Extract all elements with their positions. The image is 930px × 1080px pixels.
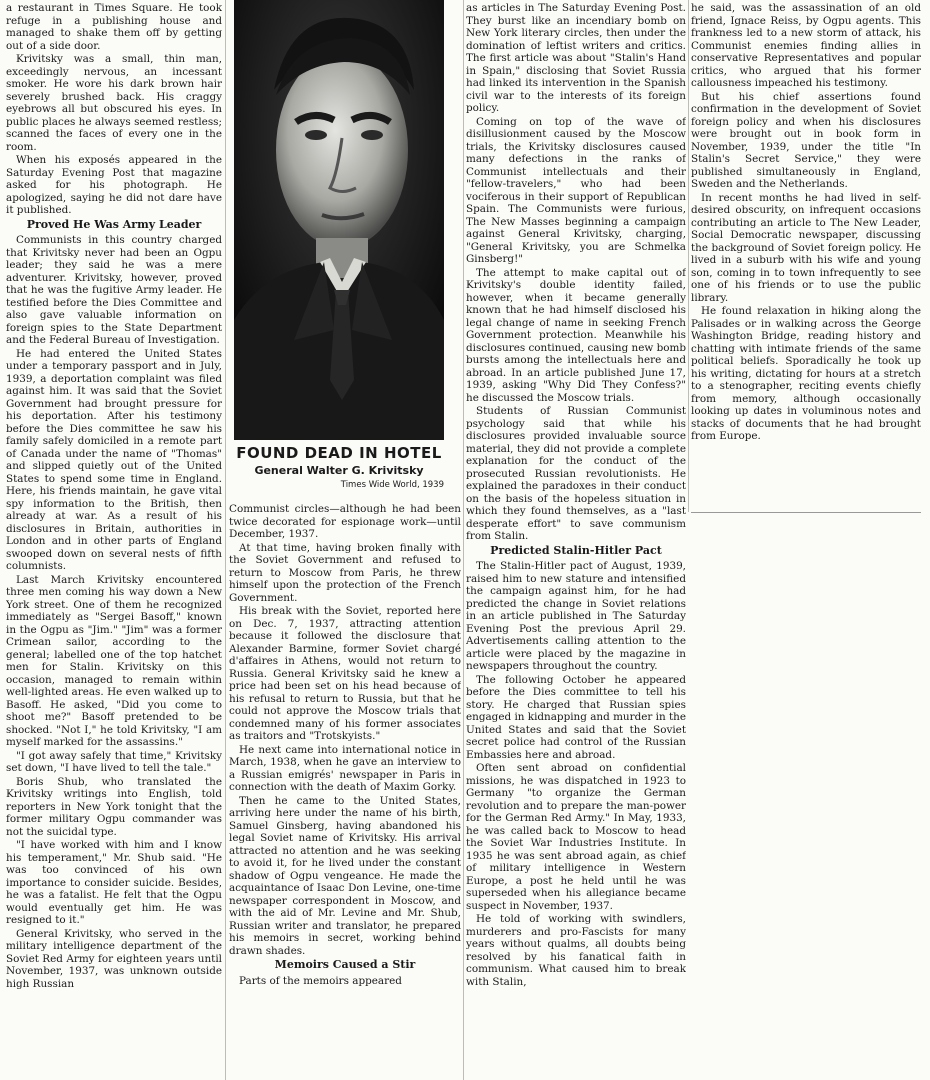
portrait-photo xyxy=(234,0,444,440)
paragraph: Students of Russian Communist psychology said that while his disclosures provided invaluable source material, they did not provide a complete explanation for the conduct of the prosecuted Russian revolutionists. He explained the paradoxes in their conduct on the basis of the hopeless situation in which they found themselves, as a "last desperate effort" to save communism from Stalin. xyxy=(466,405,686,542)
paragraph: But his chief assertions found confirmation in the development of Soviet foreign policy and when his disclosures were brought out in book form in November, 1939, under the title "In Stalin's Secret Service," they were published simultaneously in England, Sweden and the Netherlands. xyxy=(691,90,921,190)
column-rule xyxy=(688,0,689,512)
paragraph: Communists in this country charged that Krivitsky never had been an Ogpu leader; they said he was a mere adventurer. Krivitsky, however, proved that he was the fugitive Army leader. He testified before the Dies Committee and also gave valuable information on foreign spies to the State Department and the Federal Bureau of Investigation. xyxy=(6,234,222,346)
paragraph: The following October he appeared before the Dies committee to tell his story. He charged that Russian spies engaged in kidnapping and murder in the United States and said that the Soviet secret police had control of the Russian Embassies here and abroad. xyxy=(466,673,686,761)
paragraph: Krivitsky was a small, thin man, exceedingly nervous, an incessant smoker. He wore his dark brown hair severely brushed back. His craggy eyebrows all but obscured his eyes. In public places he always seemed restless; scanned the faces of every one in the room. xyxy=(6,53,222,153)
photo-block xyxy=(228,0,450,496)
paragraph: Communist circles—although he had been twice decorated for espionage work—until December, 1937. xyxy=(229,503,461,540)
paragraph: In recent months he had lived in self-desired obscurity, on infrequent occasions contributing an article to The New Leader, Social Democratic newspaper, discussing the background of Soviet foreign policy. He lived in a suburb with his wife and young son, coming in to town infrequently to see one of his friends or to use the public library. xyxy=(691,191,921,304)
article-column-2 xyxy=(229,503,461,1078)
photo-caption-name: General Walter G. Krivitsky xyxy=(254,464,424,477)
paragraph: He told of working with swindlers, murderers and pro-Fascists for many years without qualms, all doubts being resolved by his fanatical faith in communism. What caused him to break with Stalin, xyxy=(466,913,686,988)
paragraph: He found relaxation in hiking along the Palisades or in walking across the George Washington Bridge, reading history and chatting with intimate friends of the same political beliefs. Sporadically he took up his writing, dictating for hours at a stretch to a stenographer, reciting events chiefly from memory, although occasionally looking up dates in voluminous notes and stacks of documents that he had brought from Europe. xyxy=(691,305,921,442)
paragraph: At that time, having broken finally with the Soviet Government and refused to return to Moscow from Paris, he threw himself upon the protection of the French Government. xyxy=(229,541,461,604)
paragraph: The attempt to make capital out of Krivitsky's double identity failed, however, when it became generally known that he had himself disclosed his legal change of name in seeking French Government protection. Meanwhile his disclosures continued, causing new bomb bursts among the intellectuals here and abroad. In an article published June 17, 1939, asking "Why Did They Confess?" he discussed the Moscow trials. xyxy=(466,266,686,404)
article-column-1 xyxy=(6,2,222,1078)
paragraph: as articles in The Saturday Evening Post. They burst like an incendiary bomb on New York literary circles, then under the domination of leftist writers and critics. The first article was about "Stalin's Hand in Spain," disclosing that Soviet Russia had linked its intervention in the Spanish civil war to the interests of its foreign policy. xyxy=(466,2,686,114)
portrait-image xyxy=(234,0,444,440)
photo-credit: Times Wide World, 1939 xyxy=(340,480,444,490)
photo-caption-title: FOUND DEAD IN HOTEL xyxy=(236,444,442,462)
column-rule xyxy=(225,0,226,1080)
paragraph: a restaurant in Times Square. He took refuge in a publishing house and managed to shake them off by getting out of a side door. xyxy=(6,2,222,52)
paragraph: "I have worked with him and I know his temperament," Mr. Shub said. "He was too convinced of his own importance to consider suicide. Besides, he was a fatalist. He felt that the Ogpu would eventually get him. He was resigned to it." xyxy=(6,839,222,926)
paragraph: The Stalin-Hitler pact of August, 1939, raised him to new stature and intensified the campaign against him, for he had predicted the change in Soviet relations in an article published in The Saturday Evening Post the previous April 29. Advertisements calling attention to the article were placed by the magazine in newspapers throughout the country. xyxy=(466,560,686,672)
paragraph: He next came into international notice in March, 1938, when he gave an interview to a Russian emigrés' newspaper in Paris in connection with the death of Maxim Gorky. xyxy=(229,743,461,793)
article-column-4 xyxy=(691,2,921,513)
paragraph: Boris Shub, who translated the Krivitsky writings into English, told reporters in New York tonight that the former military Ogpu commander was not the suicidal type. xyxy=(6,775,222,838)
paragraph: Often sent abroad on confidential missions, he was dispatched in 1923 to Germany "to organize the German revolution and to prepare the man-power for the German Red Army." In May, 1933, he was called back to Moscow to head the Soviet War Industries Institute. In 1935 he was sent abroad again, as chief of military intelligence in Western Europe, a post he held until he was superseded when his allegiance became suspect in November, 1937. xyxy=(466,762,686,912)
paragraph: he said, was the assassination of an old friend, Ignace Reiss, by Ogpu agents. This frankness led to a new storm of attack, his Communist enemies finding allies in conservative Representatives and popular critics, who argued that his former callousness impeached his testimony. xyxy=(691,2,921,89)
subheading: Proved He Was Army Leader xyxy=(26,217,202,231)
subheading: Predicted Stalin-Hitler Pact xyxy=(490,543,662,557)
paragraph: Coming on top of the wave of disillusionment caused by the Moscow trials, the Krivitsky disclosures caused many defections in the ranks of Communist intellectuals and their "fellow-travelers," who had been vociferous in their support of Republican Spain. The Communists were furious, The New Masses beginning a campaign against General Krivitsky, charging, "General Krivitsky, you are Schmelka Ginsberg!" xyxy=(466,115,686,265)
paragraph: He had entered the United States under a temporary passport and in July, 1939, a deportation complaint was filed against him. It was said that the Soviet Government had brought pressure for his deportation. After his testimony before the Dies committee he saw his family safely domiciled in a remote part of Canada under the name of "Thomas" and slipped quietly out of the United States to spend some time in England. Here, his friends maintain, he gave vital spy information to the British, then already at war. As a result of his disclosures in Britain, authorities in London and in other parts of England swooped down on several nests of fifth columnists. xyxy=(6,347,222,572)
paragraph: When his exposés appeared in the Saturday Evening Post that magazine asked for his photograph. He apologized, saying he did not dare have it published. xyxy=(6,154,222,216)
column-rule xyxy=(463,0,464,1080)
paragraph: Parts of the memoirs appeared xyxy=(239,974,402,987)
paragraph: Last March Krivitsky encountered three men coming his way down a New York street. One of them he recognized immediately as "Sergei Basoff," known in the Ogpu as "Jim." "Jim" was a former Crimean sailor, according to the general; labelled one of the top hatchet men for Stalin. Krivitsky on this occasion, managed to remain within well-lighted areas. He even walked up to Basoff. He asked, "Did you come to shoot me?" Basoff pretended to be shocked. "Not I," he told Krivitsky, "I am myself marked for the assassins." xyxy=(6,573,222,748)
article-column-3 xyxy=(466,2,686,1078)
paragraph: "I got away safely that time," Krivitsky set down, "I have lived to tell the tale." xyxy=(6,749,222,774)
paragraph: General Krivitsky, who served in the military intelligence department of the Soviet Red Army for eighteen years until November, 1937, was unknown outside high Russian xyxy=(6,927,222,990)
paragraph: Then he came to the United States, arriving here under the name of his birth, Samuel Ginsberg, having abandoned his legal Soviet name of Krivitsky. His arrival attracted no attention and he was seeking to avoid it, for he lived under the constant shadow of Ogpu vengeance. He made the acquaintance of Isaac Don Levine, one-time newspaper correspondent in Moscow, and with the aid of Mr. Levine and Mr. Shub, Russian writer and translator, he prepared his memoirs in secret, working behind drawn shades. xyxy=(229,794,461,957)
subheading: Memoirs Caused a Stir xyxy=(274,958,416,971)
paragraph: His break with the Soviet, reported here on Dec. 7, 1937, attracting attention because it followed the disclosure that Alexander Barmine, former Soviet chargé d'affaires in Athens, would not return to Russia. General Krivitsky said he knew a price had been set on his head because of his refusal to return to Russia, but that he could not approve the Moscow trials that condemned many of his former associates as traitors and "Trotskyists." xyxy=(229,605,461,742)
